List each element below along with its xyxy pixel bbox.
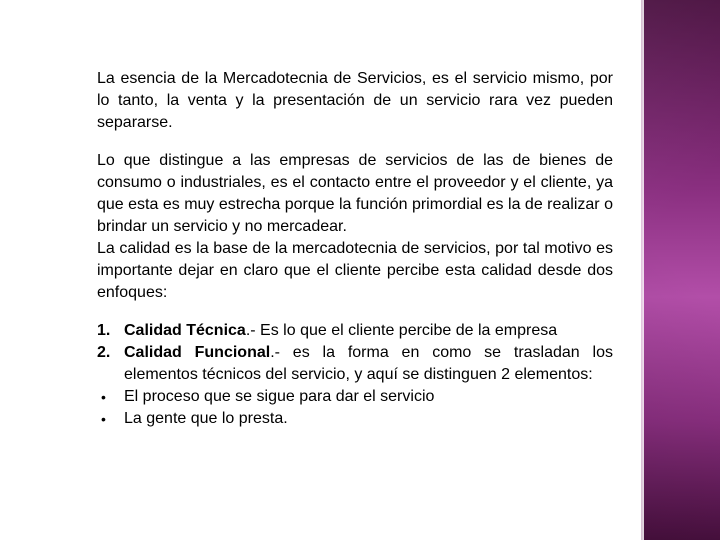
bullet-item-process <box>97 386 613 408</box>
list-item-term: Calidad Técnica <box>124 322 246 339</box>
list-item-term: Calidad Funcional <box>124 344 271 361</box>
spacer <box>97 304 613 320</box>
side-panel-edge <box>641 0 644 540</box>
list-item-body <box>124 342 613 386</box>
bullet-icon: • <box>101 389 106 405</box>
paragraph-essence: La esencia de la Mercadotecnia de Servicios, es el servicio mismo, por lo tanto, la venta y la presentación de un servicio rara vez pueden separarse. <box>97 70 613 131</box>
bullet-item-text: El proceso que se sigue para dar el servicio <box>124 388 435 405</box>
bullet-icon: • <box>101 411 106 427</box>
list-item-technical-quality <box>97 320 613 342</box>
side-panel-texture <box>641 0 720 540</box>
bullet-item-text: La gente que lo presta. <box>124 410 288 427</box>
list-number: 2. <box>97 344 111 361</box>
list-number: 1. <box>97 322 111 339</box>
bullet-item-people <box>97 408 613 430</box>
spacer <box>97 134 613 150</box>
paragraph-difference: Lo que distingue a las empresas de servicios de las de bienes de consumo o industriales, es el contacto entre el proveedor y el cliente, ya que esta es muy estrecha porque la función primordial es la de realizar o brindar un servicio y no mercadear. <box>97 152 613 235</box>
list-item-functional-quality <box>97 342 613 386</box>
quality-list <box>97 320 613 430</box>
list-item-text: .- Es lo que el cliente percibe de la empresa <box>245 322 558 339</box>
list-item-body <box>124 320 613 342</box>
decorative-side-panel <box>641 0 720 540</box>
slide-content <box>97 68 613 430</box>
paragraph-quality: La calidad es la base de la mercadotecnia de servicios, por tal motivo es importante dejar en claro que el cliente percibe esta calidad desde dos enfoques: <box>97 240 613 301</box>
list-item-text: .- es la forma en como se trasladan los elementos técnicos del servicio, y aquí se distinguen 2 elementos: <box>124 344 613 383</box>
